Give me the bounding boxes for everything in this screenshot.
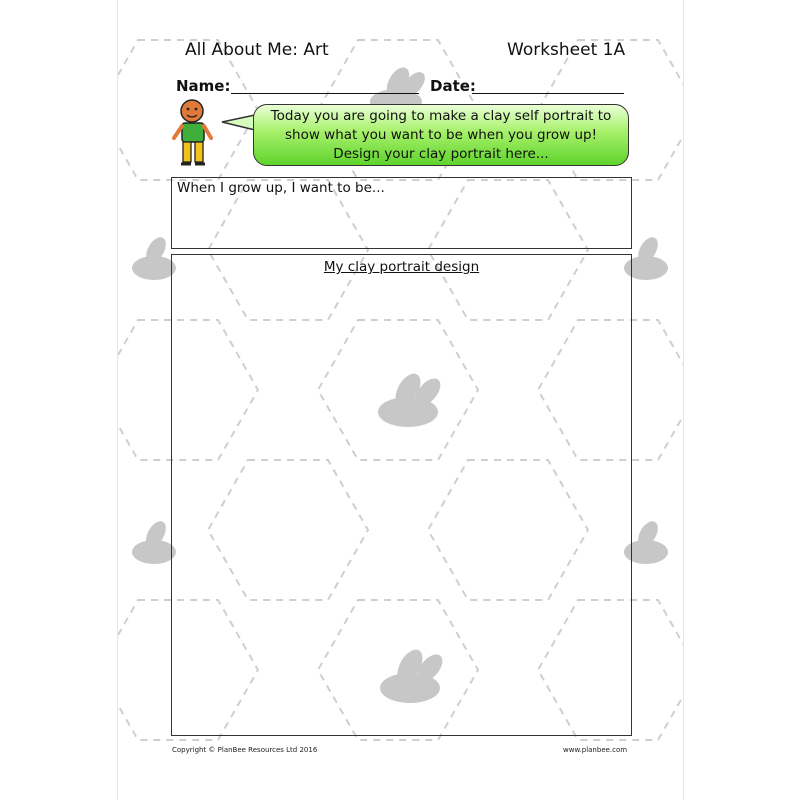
name-line[interactable]	[231, 93, 419, 94]
portrait-heading: My clay portrait design	[323, 259, 480, 275]
instruction-text: Today you are going to make a clay self portrait to show what you want to be when you grow up! Design your clay portrait here...	[270, 107, 612, 162]
copyright-text: Copyright © PlanBee Resources Ltd 2016	[172, 746, 318, 754]
worksheet-number: Worksheet 1A	[507, 40, 626, 60]
boy-character-icon	[171, 98, 217, 170]
worksheet-title: All About Me: Art	[185, 40, 329, 60]
speech-bubble-tail	[221, 112, 257, 136]
bee-icon	[132, 234, 176, 280]
grow-up-prompt: When I grow up, I want to be...	[177, 180, 385, 196]
date-line[interactable]	[472, 93, 624, 94]
grow-up-box[interactable]	[171, 177, 632, 249]
bee-icon	[132, 518, 176, 564]
name-label: Name:	[176, 77, 231, 95]
date-label: Date:	[430, 77, 476, 95]
instruction-bubble	[253, 104, 629, 166]
portrait-design-box[interactable]	[171, 254, 632, 736]
website-text: www.planbee.com	[563, 746, 628, 754]
